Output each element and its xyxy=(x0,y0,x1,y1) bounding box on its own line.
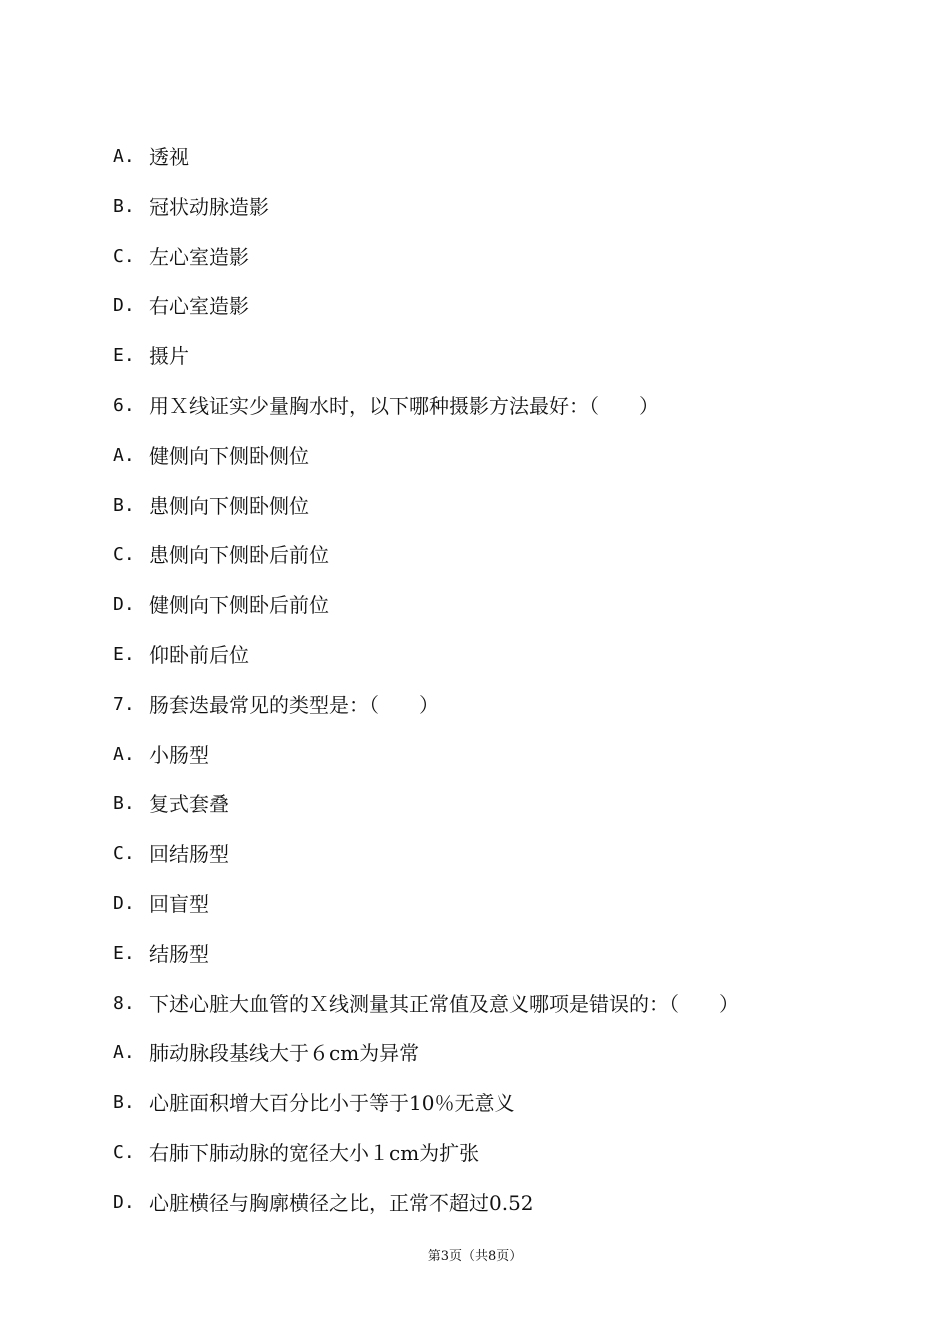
item-text: 右肺下肺动脉的宽径大小１cm为扩张 xyxy=(149,1140,480,1165)
item-label: A. xyxy=(113,743,135,765)
item-label: C. xyxy=(113,843,135,865)
list-item xyxy=(113,190,893,240)
item-label: A. xyxy=(113,444,135,466)
list-item xyxy=(113,538,893,588)
item-text: 仰卧前后位 xyxy=(149,642,249,667)
item-text: 冠状动脉造影 xyxy=(149,194,269,219)
item-label: B. xyxy=(113,195,135,217)
list-item xyxy=(113,439,893,489)
item-label: E. xyxy=(113,643,135,665)
item-text: 患侧向下侧卧后前位 xyxy=(149,543,329,568)
item-label: D. xyxy=(113,295,135,317)
question-text: 用Ｘ线证实少量胸水时，以下哪种摄影方法最好：（ ） xyxy=(149,393,659,418)
item-label: D. xyxy=(113,892,135,914)
list-item xyxy=(113,1186,893,1236)
question-number: 7. xyxy=(113,693,135,715)
item-text: 患侧向下侧卧侧位 xyxy=(149,493,309,518)
item-label: B. xyxy=(113,494,135,516)
item-label: D. xyxy=(113,594,135,616)
question-text: 下述心脏大血管的Ｘ线测量其正常值及意义哪项是错误的：（ ） xyxy=(149,991,739,1016)
item-label: C. xyxy=(113,245,135,267)
list-item xyxy=(113,240,893,290)
question-number: 8. xyxy=(113,992,135,1014)
item-label: C. xyxy=(113,1141,135,1163)
item-label: B. xyxy=(113,793,135,815)
question-6 xyxy=(113,389,893,439)
list-item xyxy=(113,937,893,987)
question-text: 肠套迭最常见的类型是：（ ） xyxy=(149,692,439,717)
list-item xyxy=(113,787,893,837)
list-item xyxy=(113,1036,893,1086)
item-text: 回盲型 xyxy=(149,891,209,916)
item-label: A. xyxy=(113,1042,135,1064)
list-item xyxy=(113,638,893,688)
list-item xyxy=(113,1136,893,1186)
item-label: B. xyxy=(113,1092,135,1114)
page-footer: 第3页（共8页） xyxy=(427,1249,523,1264)
question-list xyxy=(113,140,893,1236)
list-item xyxy=(113,489,893,539)
list-item xyxy=(113,837,893,887)
item-label: A. xyxy=(113,146,135,167)
item-label: E. xyxy=(113,345,135,367)
item-text: 心脏面积增大百分比小于等于10％无意义 xyxy=(149,1091,515,1116)
list-item xyxy=(113,289,893,339)
item-text: 小肠型 xyxy=(149,742,209,767)
item-label: C. xyxy=(113,544,135,566)
item-text: 结肠型 xyxy=(149,941,209,966)
item-text: 心脏横径与胸廓横径之比，正常不超过0.52 xyxy=(149,1190,534,1215)
list-item xyxy=(113,140,893,190)
item-label: D. xyxy=(113,1191,135,1213)
question-7 xyxy=(113,688,893,738)
item-text: 复式套叠 xyxy=(149,792,229,817)
question-8 xyxy=(113,987,893,1037)
item-text: 健侧向下侧卧后前位 xyxy=(149,593,329,618)
list-item xyxy=(113,1086,893,1136)
item-text: 摄片 xyxy=(149,344,189,369)
item-text: 健侧向下侧卧侧位 xyxy=(149,443,309,468)
item-text: 右心室造影 xyxy=(149,294,249,319)
item-text: 左心室造影 xyxy=(149,244,249,269)
question-number: 6. xyxy=(113,394,135,416)
item-text: 透视 xyxy=(149,145,189,169)
list-item xyxy=(113,588,893,638)
list-item xyxy=(113,738,893,788)
item-label: E. xyxy=(113,942,135,964)
item-text: 回结肠型 xyxy=(149,842,229,867)
list-item xyxy=(113,887,893,937)
list-item xyxy=(113,339,893,389)
item-text: 肺动脉段基线大于６cm为异常 xyxy=(149,1041,420,1066)
